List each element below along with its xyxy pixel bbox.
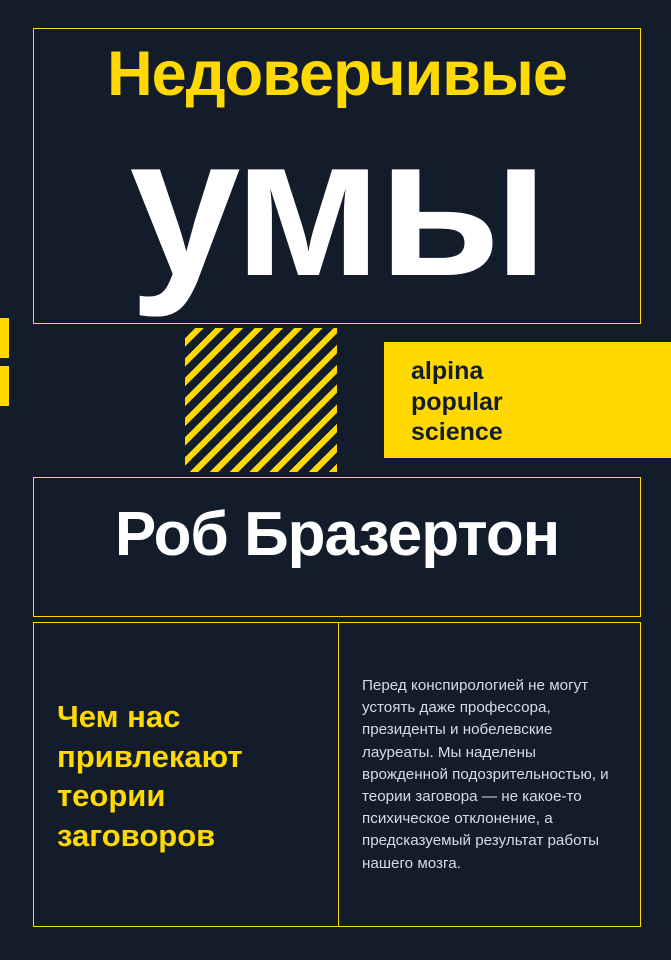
book-subtitle: Чем нас привлекают теории заговоров <box>57 699 243 854</box>
imprint-line-3: science <box>411 418 503 446</box>
diagonal-hatch-decoration <box>185 328 337 472</box>
imprint-line-2: popular <box>411 387 503 416</box>
book-title-line-2: умы <box>129 95 545 318</box>
edge-accent-mark-bottom <box>0 366 9 406</box>
title-frame <box>33 28 641 324</box>
author-frame <box>33 477 641 617</box>
edge-accent-mark-top <box>0 318 9 358</box>
publisher-imprint-box <box>384 342 671 458</box>
book-title-line-1: Недоверчивые <box>107 39 567 109</box>
bottom-frame-divider <box>338 622 339 927</box>
author-name: Роб Бразертон <box>114 500 560 569</box>
back-cover-blurb: Перед конспирологией не могут устоять даже профессора, президенты и нобелевские лауреаты. Мы наделены врожденной подозрительностью, и теории заговора — не какое-то психическое отклонение, а предсказуемый результат работы нашего мозга. <box>362 677 609 872</box>
imprint-band <box>33 328 641 472</box>
imprint-line-1: alpina <box>411 357 484 385</box>
